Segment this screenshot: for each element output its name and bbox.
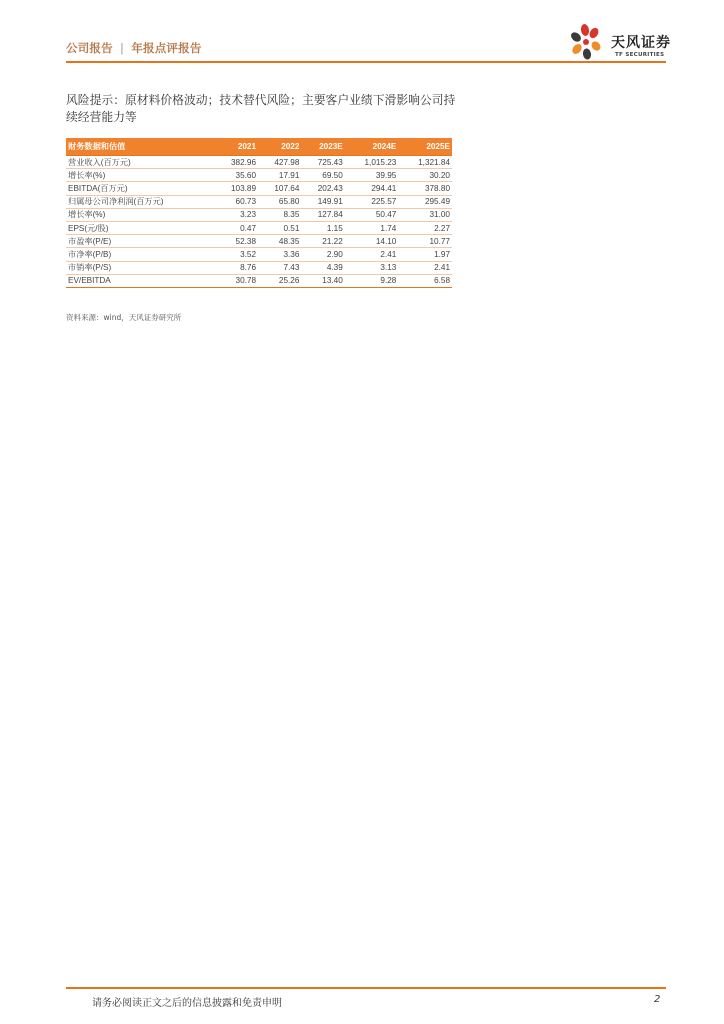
table-cell: 17.91 xyxy=(258,169,301,182)
table-cell: 0.47 xyxy=(215,221,258,234)
report-header xyxy=(66,40,202,56)
table-cell: 1.74 xyxy=(345,221,399,234)
table-cell: 52.38 xyxy=(215,235,258,248)
table-cell: 103.89 xyxy=(215,182,258,195)
table-cell: 1,321.84 xyxy=(398,156,452,169)
table-cell: 0.51 xyxy=(258,221,301,234)
table-cell: 3.23 xyxy=(215,208,258,221)
table-cell: 8.76 xyxy=(215,261,258,274)
table-cell: 295.49 xyxy=(398,195,452,208)
table-cell: 1,015.23 xyxy=(345,156,399,169)
table-cell: 149.91 xyxy=(301,195,344,208)
table-header: 2025E xyxy=(398,138,452,156)
logo-name-en: TF SECURITIES xyxy=(615,52,665,58)
row-label: 增长率(%) xyxy=(66,169,215,182)
table-header-row xyxy=(66,138,452,156)
table-cell: 21.22 xyxy=(301,235,344,248)
table-cell: 382.96 xyxy=(215,156,258,169)
logo-name-cn: 天风证券 xyxy=(611,35,671,51)
table-header: 2024E xyxy=(345,138,399,156)
table-header: 财务数据和估值 xyxy=(66,138,215,156)
table-row xyxy=(66,235,452,248)
table-cell: 14.10 xyxy=(345,235,399,248)
table-cell: 3.52 xyxy=(215,248,258,261)
tf-securities-logo xyxy=(568,20,678,64)
table-cell: 31.00 xyxy=(398,208,452,221)
report-subtype: 年报点评报告 xyxy=(131,41,202,55)
table-row xyxy=(66,261,452,274)
table-cell: 8.35 xyxy=(258,208,301,221)
table-cell: 65.80 xyxy=(258,195,301,208)
financial-data-table xyxy=(66,138,452,288)
table-row xyxy=(66,169,452,182)
table-cell: 9.28 xyxy=(345,274,399,287)
table-cell: 25.26 xyxy=(258,274,301,287)
table-cell: 13.40 xyxy=(301,274,344,287)
table-cell: 2.41 xyxy=(398,261,452,274)
table-cell: 30.78 xyxy=(215,274,258,287)
table-row xyxy=(66,274,452,287)
table-row xyxy=(66,156,452,169)
table-cell: 294.41 xyxy=(345,182,399,195)
table-row xyxy=(66,221,452,234)
table-cell: 378.80 xyxy=(398,182,452,195)
table-cell: 48.35 xyxy=(258,235,301,248)
row-label: EBITDA(百万元) xyxy=(66,182,215,195)
table-cell: 725.43 xyxy=(301,156,344,169)
row-label: 市销率(P/S) xyxy=(66,261,215,274)
table-cell: 427.98 xyxy=(258,156,301,169)
table-cell: 1.15 xyxy=(301,221,344,234)
row-label: 增长率(%) xyxy=(66,208,215,221)
header-divider xyxy=(66,61,666,63)
table-cell: 2.27 xyxy=(398,221,452,234)
table-cell: 127.84 xyxy=(301,208,344,221)
flower-logo-icon xyxy=(568,20,612,64)
table-row xyxy=(66,248,452,261)
row-label: EPS(元/股) xyxy=(66,221,215,234)
table-cell: 10.77 xyxy=(398,235,452,248)
footer-divider xyxy=(66,987,666,989)
row-label: 归属母公司净利润(百万元) xyxy=(66,195,215,208)
table-cell: 35.60 xyxy=(215,169,258,182)
table-row xyxy=(66,208,452,221)
table-cell: 1.97 xyxy=(398,248,452,261)
table-cell: 6.58 xyxy=(398,274,452,287)
table-cell: 3.13 xyxy=(345,261,399,274)
row-label: 市净率(P/B) xyxy=(66,248,215,261)
table-header: 2021 xyxy=(215,138,258,156)
data-source-note: 资料来源：wind，天风证券研究所 xyxy=(66,313,182,322)
table-row xyxy=(66,195,452,208)
report-type: 公司报告 xyxy=(66,41,113,55)
footer-disclaimer: 请务必阅读正文之后的信息披露和免责申明 xyxy=(92,998,282,1009)
row-label: 市盈率(P/E) xyxy=(66,235,215,248)
table-cell: 3.36 xyxy=(258,248,301,261)
table-cell: 50.47 xyxy=(345,208,399,221)
table-cell: 7.43 xyxy=(258,261,301,274)
row-label: 营业收入(百万元) xyxy=(66,156,215,169)
table-cell: 60.73 xyxy=(215,195,258,208)
table-row xyxy=(66,182,452,195)
page-number: 2 xyxy=(654,994,661,1005)
table-header: 2023E xyxy=(301,138,344,156)
table-cell: 225.57 xyxy=(345,195,399,208)
header-separator: | xyxy=(120,41,125,55)
table-cell: 202.43 xyxy=(301,182,344,195)
table-header: 2022 xyxy=(258,138,301,156)
table-cell: 4.39 xyxy=(301,261,344,274)
risk-warning: 风险提示：原材料价格波动；技术替代风险；主要客户业绩下滑影响公司持续经营能力等 xyxy=(66,93,456,124)
row-label: EV/EBITDA xyxy=(66,274,215,287)
table-cell: 2.90 xyxy=(301,248,344,261)
table-cell: 2.41 xyxy=(345,248,399,261)
table-cell: 30.20 xyxy=(398,169,452,182)
table-cell: 39.95 xyxy=(345,169,399,182)
table-cell: 69.50 xyxy=(301,169,344,182)
table-cell: 107.64 xyxy=(258,182,301,195)
